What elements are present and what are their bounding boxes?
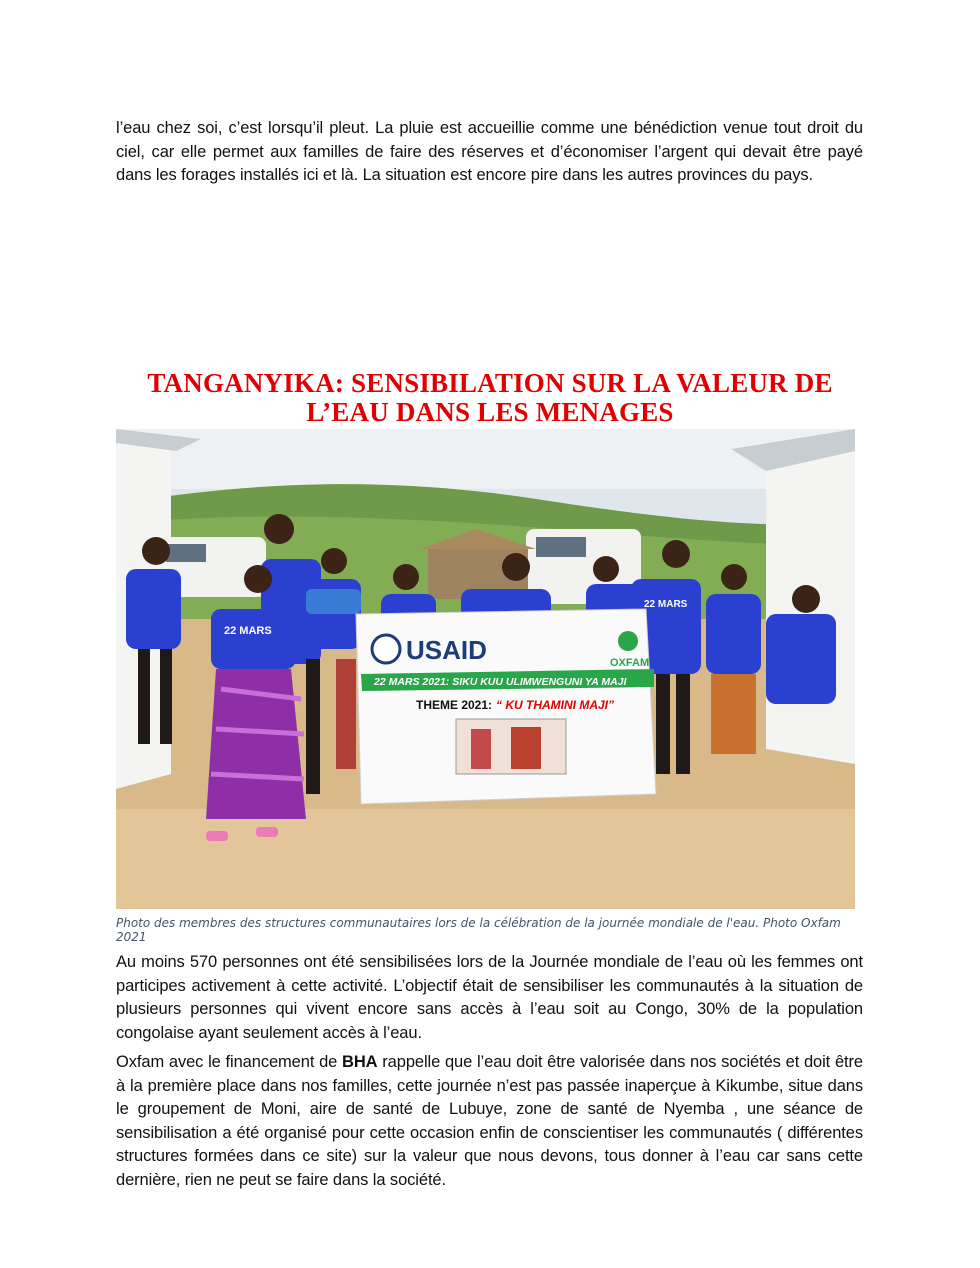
paragraph-3-bold: BHA	[342, 1053, 378, 1071]
banner-theme-value: “ KU THAMINI MAJI”	[496, 698, 614, 712]
event-photo	[116, 429, 855, 909]
title-line-2: L’EAU DANS LES MENAGES	[306, 397, 674, 427]
article-title	[100, 369, 880, 427]
shirt-text: 22 MARS	[224, 625, 272, 637]
intro-paragraph: l’eau chez soi, c’est lorsqu’il pleut. La pluie est accueillie comme une bénédiction venue tout droit du ciel, car elle permet aux familles de faire des réserves et d’économiser l’argent qui devait être payé dans les forages installés ici et là. La situation est encore pire dans les autres provinces du pays.	[116, 119, 863, 184]
banner-date-line: 22 MARS 2021: SIKU KUU ULIMWENGUNI YA MAJI	[374, 676, 627, 688]
paragraph-3-rest: rappelle que l’eau doit être valorisée dans nos sociétés et doit être à la première place dans nos familles, cette journée n’est pas passée inaperçue à Kikumbe, situe dans le groupement de Moni, aire de santé de Lubuye, zone de santé de Nyemba , une séance de sensibilisation a été organisé pour cette occasion enfin de conscientiser les communautés ( différentes structures formées dans ce site) sur la valeur que nous devons, tous donner à l’eau car sans cette dernière, rien ne peut se faire dans la société.	[116, 1053, 863, 1189]
photo-caption: Photo des membres des structures communautaires lors de la célébration de la journée mondiale de l'eau. Photo Oxfam 2021	[116, 916, 841, 944]
event-banner	[356, 609, 656, 804]
banner-usaid-logo: USAID	[406, 635, 487, 665]
paragraph-3	[116, 1051, 863, 1192]
banner-oxfam-logo: OXFAM	[610, 657, 650, 669]
banner-theme-label: THEME 2021:	[416, 698, 493, 712]
paragraph-2: Au moins 570 personnes ont été sensibilisées lors de la Journée mondiale de l’eau où les femmes ont participes activement à cette activité. L’objectif était de sensibiliser les communautés à la situation de plusieurs personnes qui vivent encore sans accès à l’eau soit au Congo, 30% de la population congolaise ayant seulement accès à l’eau.	[116, 953, 863, 1042]
title-line-1: TANGANYIKA: SENSIBILATION SUR LA VALEUR DE	[147, 368, 833, 398]
paragraph-3-start: Oxfam avec le financement de	[116, 1053, 343, 1071]
shirt-text: 22 MARS	[644, 599, 688, 610]
